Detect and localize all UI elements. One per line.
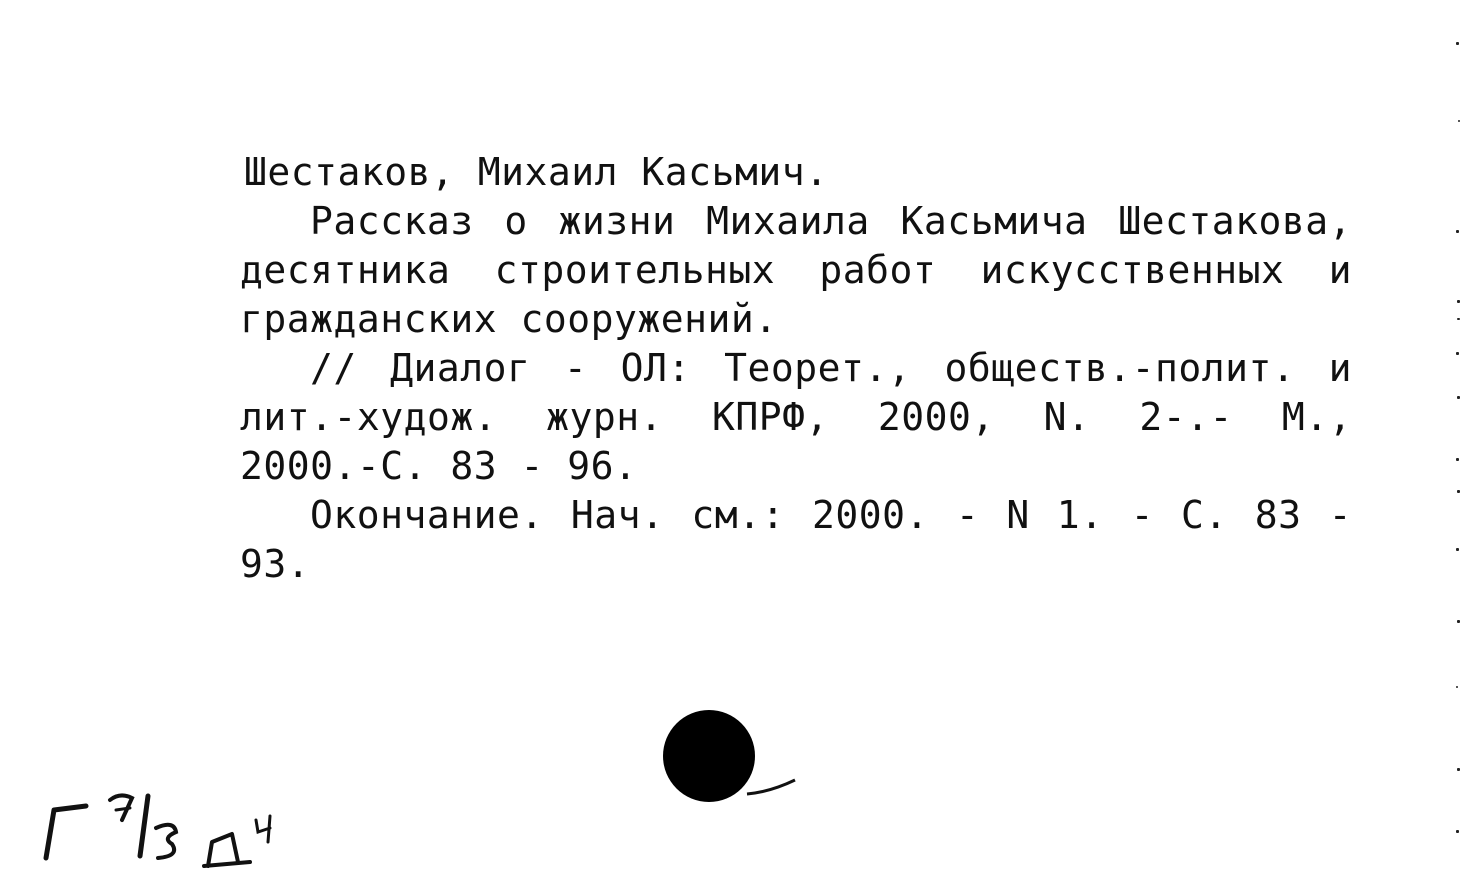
title-paragraph: Рассказ о жизни Михаила Касьмича Шестакова, десятника строительных работ искусственных и гражданских сооружений.: [240, 199, 1352, 341]
punch-hole: [663, 710, 755, 802]
punch-hole-tear-mark: [745, 770, 810, 800]
scan-edge-noise: [1440, 0, 1464, 880]
author-heading: Шестаков, Михаил Касьмич.: [244, 150, 829, 194]
note-paragraph: Окончание. Нач. см.: 2000. - N 1. - С. 83 - 93.: [240, 493, 1352, 586]
bibliographic-entry: [240, 148, 1352, 589]
handwritten-shelfmark: [36, 782, 296, 877]
source-paragraph: // Диалог - ОЛ: Теорет., обществ.-полит. и лит.-худож. журн. КПРФ, 2000, N. 2-.- М., 2000.-С. 83 - 96.: [240, 346, 1352, 488]
